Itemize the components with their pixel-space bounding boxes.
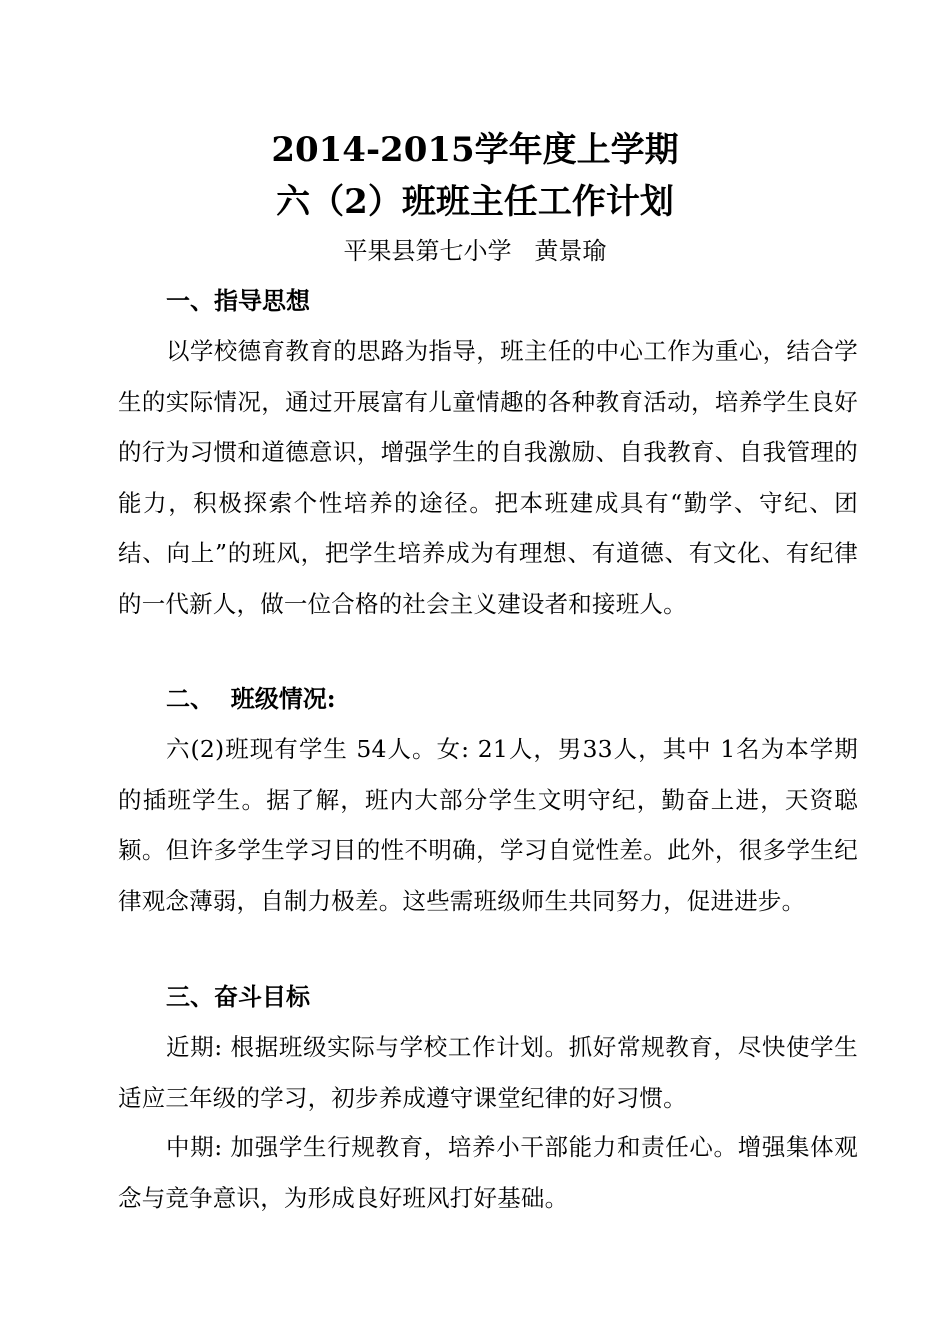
section-heading-guiding-thought: 一、指导思想 bbox=[166, 286, 310, 315]
section-heading-class-situation: 二、 班级情况: bbox=[166, 684, 336, 713]
section-heading-goals: 三、奋斗目标 bbox=[166, 982, 310, 1011]
paragraph-goal-mid-term: 中期: 加强学生行规教育，培养小干部能力和责任心。增强集体观念与竞争意识，为形成良好班风打好基础。 bbox=[118, 1133, 858, 1212]
document-title-line2: 六（2）班班主任工作计划 bbox=[276, 182, 674, 222]
document-author: 平果县第七小学 黄景瑜 bbox=[343, 237, 607, 265]
paragraph-goal-near-term: 近期: 根据班级实际与学校工作计划。抓好常规教育，尽快使学生适应三年级的学习，初步养成遵守课堂纪律的好习惯。 bbox=[118, 1033, 858, 1112]
paragraph-class-situation: 六(2)班现有学生 54人。女: 21人，男33人，其中 1名为本学期的插班学生。据了解，班内大部分学生文明守纪，勤奋上进，天资聪颖。但许多学生学习目的性不明确，学习自觉性差。此外，很多学生纪律观念薄弱，自制力极差。这些需班级师生共同努力，促进进步。 bbox=[118, 735, 858, 915]
paragraph-guiding-thought: 以学校德育教育的思路为指导，班主任的中心工作为重心，结合学生的实际情况，通过开展富有儿童情趣的各种教育活动，培养学生良好的行为习惯和道德意识，增强学生的自我激励、自我教育、自我管理的能力，积极探索个性培养的途径。把本班建成具有“勤学、守纪、团结、向上”的班风，把学生培养成为有理想、有道德、有文化、有纪律的一代新人，做一位合格的社会主义建设者和接班人。 bbox=[118, 337, 858, 618]
document-title-line1: 2014-2015学年度上学期 bbox=[271, 130, 679, 170]
